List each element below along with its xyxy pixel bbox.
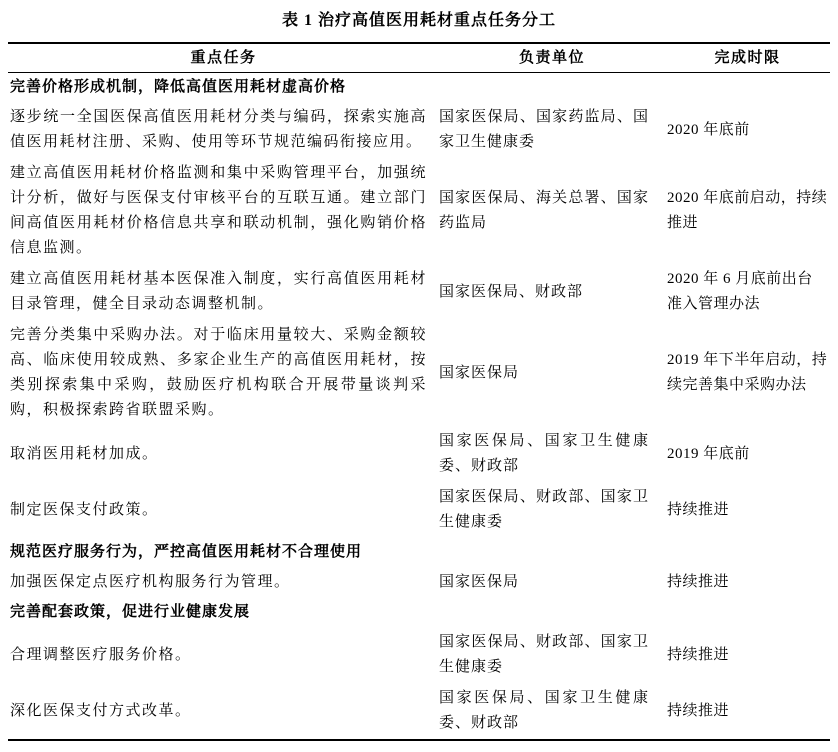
table-row: [8, 482, 830, 538]
task-table: [8, 42, 830, 741]
table-row: [8, 567, 830, 598]
task-cell: 建立高值医用耗材价格监测和集中采购管理平台，加强统计分析，做好与医保支付审核平台的互联互通。建立部门间高值医用耗材价格信息共享和联动机制，强化购销价格信息监测。: [10, 165, 427, 256]
table-row: [8, 627, 830, 683]
table-title: 表 1 治疗高值医用耗材重点任务分工: [281, 12, 556, 29]
task-cell: 取消医用耗材加成。: [10, 445, 159, 462]
deadline-cell: 2020 年 6 月底前出台准入管理办法: [667, 271, 813, 312]
section-heading: 规范医疗服务行为，严控高值医用耗材不合理使用: [10, 544, 363, 560]
unit-cell: 国家医保局、财政部、国家卫生健康委: [439, 489, 649, 530]
unit-cell: 国家医保局: [439, 574, 520, 590]
unit-cell: 国家医保局、国家卫生健康委、财政部: [439, 690, 649, 731]
deadline-cell: 2020 年底前启动，持续推进: [667, 190, 828, 231]
deadline-cell: 持续推进: [667, 574, 730, 590]
section-heading: 完善价格形成机制，降低高值医用耗材虚高价格: [10, 79, 347, 95]
task-cell: 建立高值医用耗材基本医保准入制度，实行高值医用耗材目录管理，健全目录动态调整机制。: [10, 271, 427, 312]
unit-cell: 国家医保局: [439, 364, 520, 381]
table-row: [8, 102, 830, 158]
unit-cell: 国家医保局、国家药监局、国家卫生健康委: [439, 109, 649, 150]
unit-cell: 国家医保局、国家卫生健康委、财政部: [439, 433, 649, 474]
deadline-cell: 持续推进: [667, 702, 730, 719]
col-header-unit: 负责单位: [439, 43, 665, 73]
task-cell: 逐步统一全国医保高值医用耗材分类与编码，探索实施高值医用耗材注册、采购、使用等环节规范编码衔接应用。: [10, 109, 427, 150]
task-cell: 合理调整医疗服务价格。: [10, 646, 192, 663]
deadline-cell: 2019 年下半年启动，持续完善集中采购办法: [667, 352, 828, 393]
deadline-cell: 2019 年底前: [667, 445, 750, 462]
table-row: [8, 320, 830, 426]
unit-cell: 国家医保局、海关总署、国家药监局: [439, 190, 649, 231]
unit-cell: 国家医保局、财政部、国家卫生健康委: [439, 634, 649, 675]
table-row: [8, 158, 830, 264]
task-cell: 制定医保支付政策。: [10, 501, 159, 518]
unit-cell: 国家医保局、财政部: [439, 283, 584, 300]
section-heading-row: [8, 73, 830, 103]
task-cell: 完善分类集中采购办法。对于临床用量较大、采购金额较高、临床使用较成熟、多家企业生产的高值医用耗材，按类别探索集中采购，鼓励医疗机构联合开展带量谈判采购，积极探索跨省联盟采购。: [10, 327, 427, 418]
task-cell: 深化医保支付方式改革。: [10, 702, 192, 719]
col-header-deadline: 完成时限: [665, 43, 830, 73]
section-heading-row: [8, 598, 830, 627]
table-row: [8, 426, 830, 482]
header-row: [8, 43, 830, 73]
deadline-cell: 持续推进: [667, 501, 730, 518]
table-row: [8, 264, 830, 320]
table-row: [8, 683, 830, 740]
task-cell: 加强医保定点医疗机构服务行为管理。: [10, 574, 291, 590]
col-header-task: 重点任务: [8, 43, 439, 73]
section-heading-row: [8, 538, 830, 567]
section-heading: 完善配套政策，促进行业健康发展: [10, 604, 251, 620]
deadline-cell: 2020 年底前: [667, 121, 750, 138]
deadline-cell: 持续推进: [667, 646, 730, 663]
